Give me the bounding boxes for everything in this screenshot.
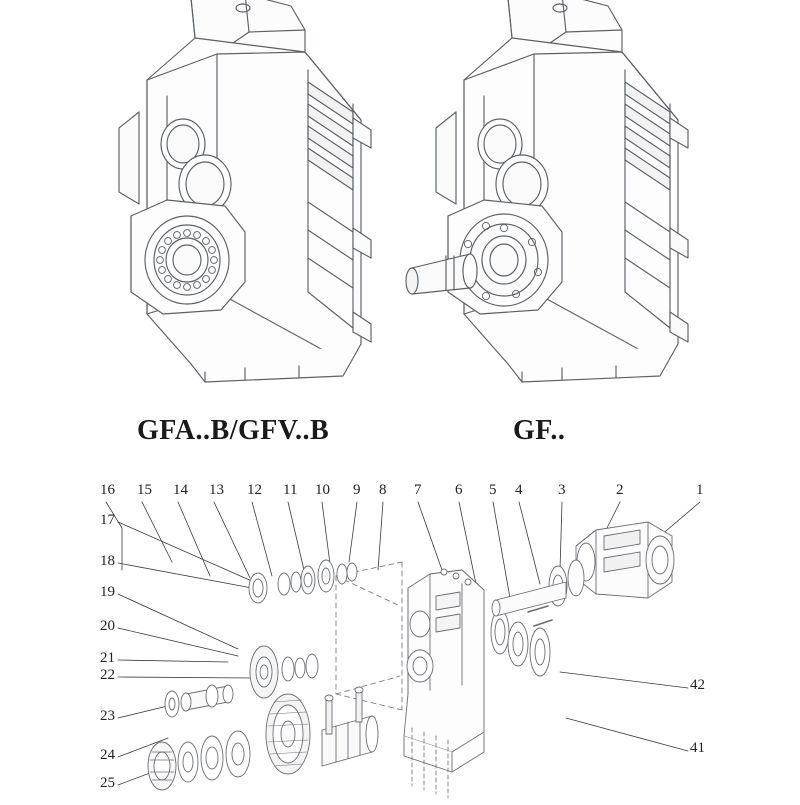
callout-25: 25: [100, 775, 115, 791]
callout-24: 24: [100, 747, 115, 763]
exploded-diagram-svg: [0, 466, 800, 800]
callout-12: 12: [247, 482, 262, 498]
callout-16: 16: [100, 482, 115, 498]
callout-7: 7: [414, 482, 422, 498]
callout-17: 17: [100, 512, 115, 528]
callout-11: 11: [283, 482, 298, 498]
callout-18: 18: [100, 553, 115, 569]
section-divider: [0, 462, 800, 463]
callout-42: 42: [690, 677, 705, 693]
callout-41: 41: [690, 740, 705, 756]
gear-unit-gf-drawing: [398, 0, 718, 392]
caption-gf: GF..: [513, 415, 566, 446]
callout-4: 4: [515, 482, 523, 498]
callout-5: 5: [489, 482, 497, 498]
callout-10: 10: [315, 482, 330, 498]
callout-13: 13: [209, 482, 224, 498]
callout-8: 8: [379, 482, 387, 498]
gear-unit-gfa-b-drawing: [95, 0, 395, 392]
callout-1: 1: [696, 482, 704, 498]
callout-9: 9: [353, 482, 361, 498]
callout-22: 22: [100, 667, 115, 683]
callout-21: 21: [100, 650, 115, 666]
callout-3: 3: [558, 482, 566, 498]
callout-6: 6: [455, 482, 463, 498]
callout-15: 15: [137, 482, 152, 498]
assembly-views: [0, 0, 800, 400]
exploded-parts-view: [0, 466, 800, 800]
callout-2: 2: [616, 482, 624, 498]
callout-19: 19: [100, 584, 115, 600]
caption-gfa-b: GFA..B/GFV..B: [137, 415, 330, 446]
callout-23: 23: [100, 708, 115, 724]
callout-14: 14: [173, 482, 188, 498]
callout-20: 20: [100, 618, 115, 634]
